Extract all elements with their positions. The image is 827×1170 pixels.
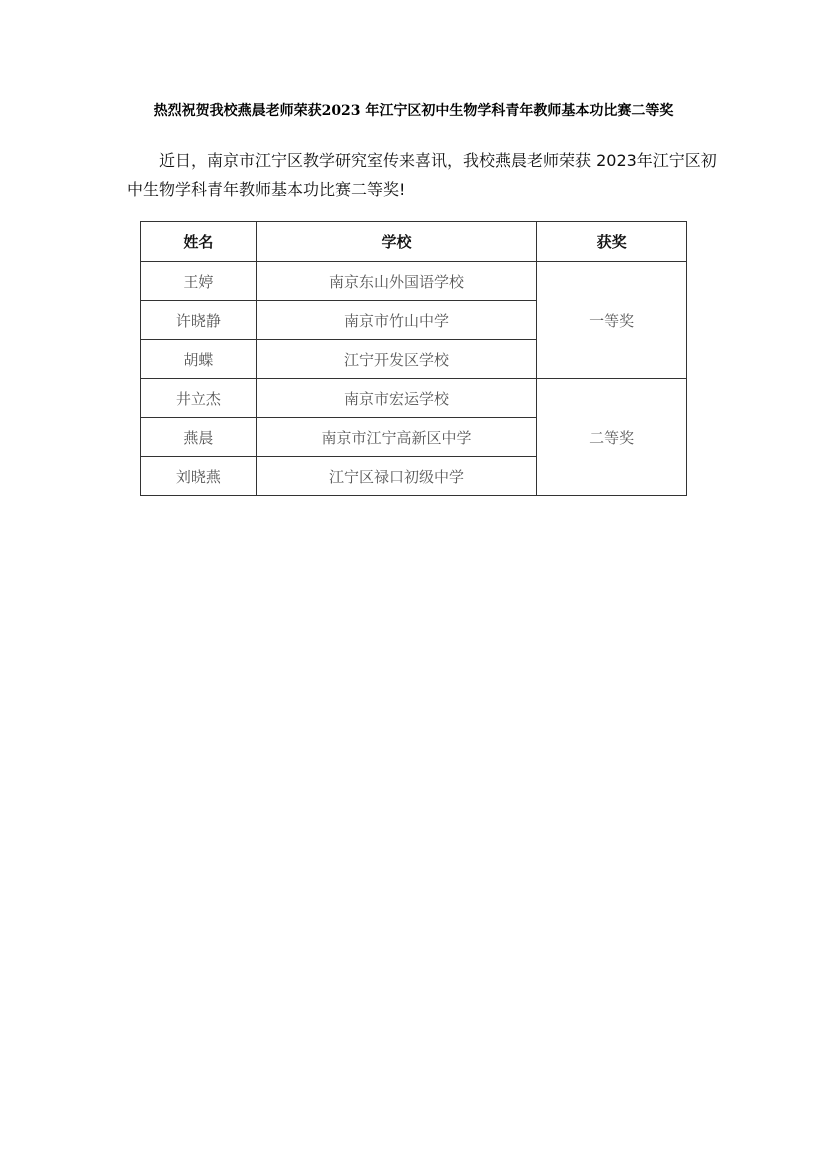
- cell-award-second: 二等奖: [537, 379, 687, 496]
- header-award: 获奖: [537, 222, 687, 262]
- cell-name: 许晓静: [141, 301, 257, 340]
- announcement-paragraph: 近日，南京市江宁区教学研究室传来喜讯，我校燕晨老师荣获 2023年江宁区初中生物学科青年教师基本功比赛二等奖!: [127, 151, 717, 199]
- cell-name: 刘晓燕: [141, 457, 257, 496]
- header-school: 学校: [256, 222, 536, 262]
- table-row: [141, 379, 687, 418]
- cell-school: 南京东山外国语学校: [256, 262, 536, 301]
- cell-award-first: 一等奖: [537, 262, 687, 379]
- cell-school: 江宁区禄口初级中学: [256, 457, 536, 496]
- document-title: 热烈祝贺我校燕晨老师荣获2023 年江宁区初中生物学科青年教师基本功比赛二等奖: [153, 103, 674, 119]
- header-name: 姓名: [141, 222, 257, 262]
- cell-school: 南京市江宁高新区中学: [256, 418, 536, 457]
- table-header-row: [141, 222, 687, 262]
- cell-name: 王婷: [141, 262, 257, 301]
- cell-name: 燕晨: [141, 418, 257, 457]
- cell-school: 江宁开发区学校: [256, 340, 536, 379]
- cell-school: 南京市竹山中学: [256, 301, 536, 340]
- cell-name: 胡蝶: [141, 340, 257, 379]
- table-row: [141, 262, 687, 301]
- award-table: [140, 221, 687, 496]
- cell-name: 井立杰: [141, 379, 257, 418]
- cell-school: 南京市宏运学校: [256, 379, 536, 418]
